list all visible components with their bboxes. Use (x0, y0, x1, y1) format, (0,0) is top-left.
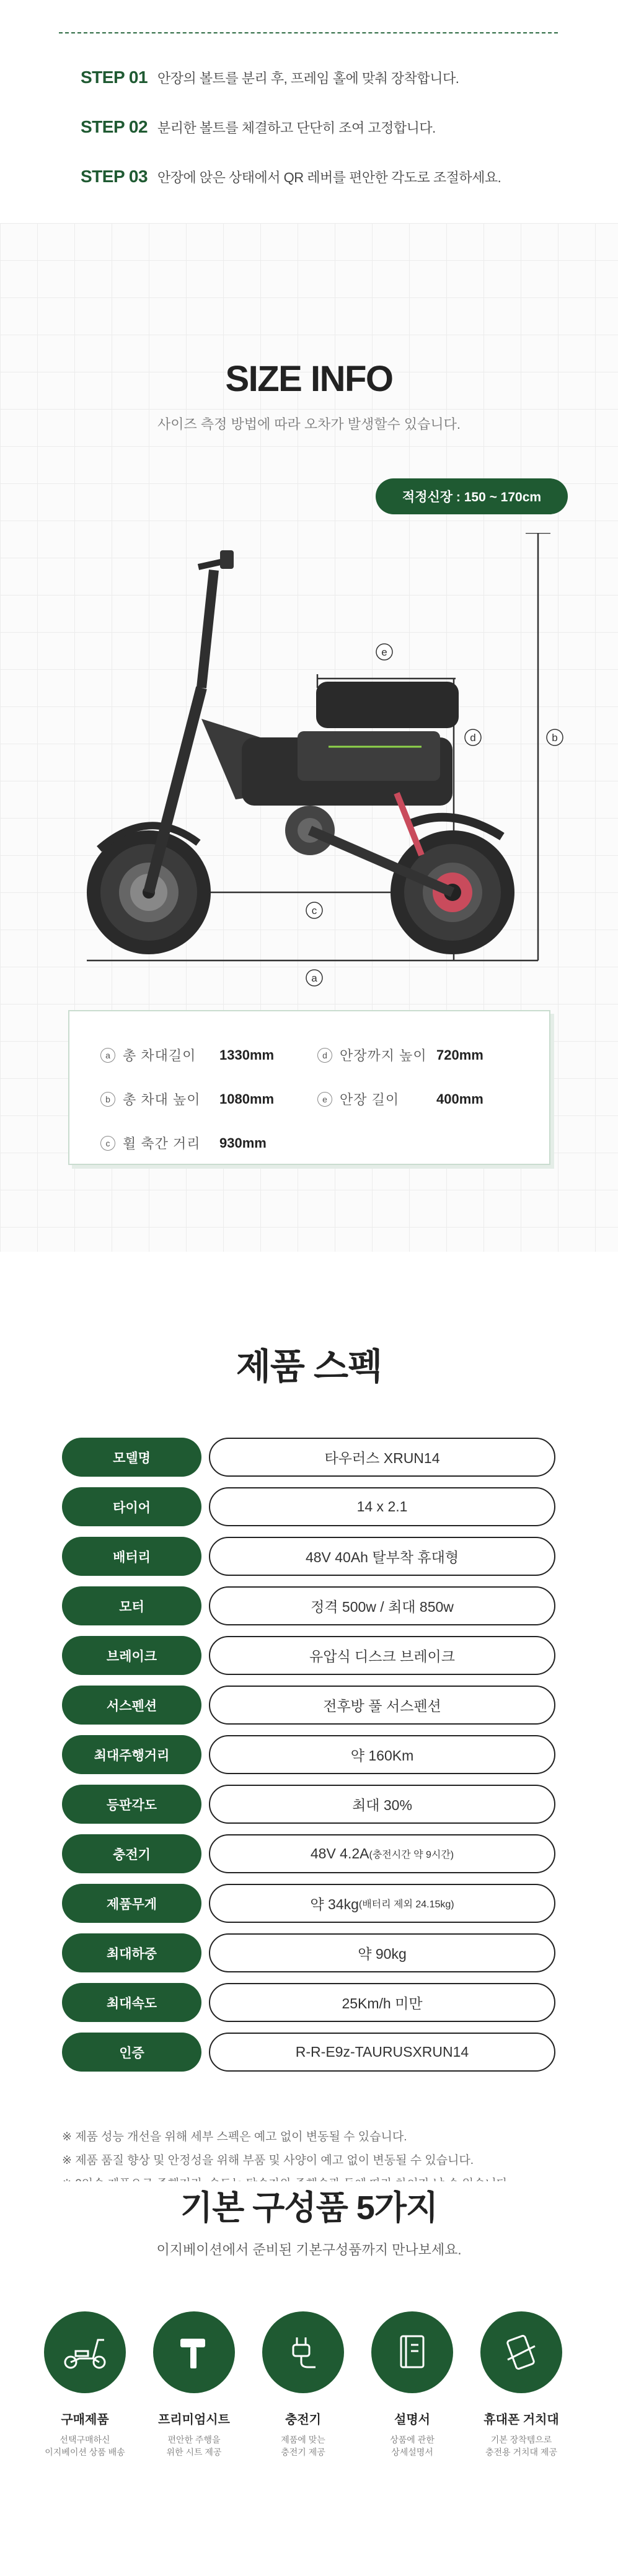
hammer-icon (153, 2311, 235, 2393)
spec-key: 타이어 (62, 1487, 201, 1526)
measurement-b (100, 1089, 275, 1109)
spec-value-note: (충전시간 약 9시간) (369, 1850, 454, 1860)
spec-value (209, 1933, 555, 1972)
spec-value-text: 약 34kg (310, 1896, 359, 1912)
component-name: 휴대폰 거치대 (483, 2413, 559, 2427)
spec-row (62, 1586, 555, 1625)
step-row (81, 164, 501, 189)
spec-value (209, 1735, 555, 1774)
charger-icon (262, 2311, 344, 2393)
spec-note: ※ 제품 품질 향상 및 안정성을 위해 부품 및 사양이 예고 없이 변동될 수 있습니다. (62, 2154, 474, 2167)
spec-value-text: 전후방 풀 서스펜션 (323, 1698, 441, 1714)
spec-value-text: 타우러스 XRUN14 (324, 1450, 440, 1466)
spec-row (62, 1686, 555, 1725)
phone-holder-icon (480, 2311, 562, 2393)
spec-value-text: 14 x 2.1 (356, 1498, 408, 1514)
component-desc: 기본 장착템으로 충전용 거치대 제공 (485, 2435, 557, 2457)
spec-key: 브레이크 (62, 1636, 201, 1675)
dashed-divider (59, 32, 558, 33)
component-desc: 선택구매하신 이지베이션 상품 배송 (45, 2435, 125, 2457)
spec-value-text: 25Km/h 미만 (342, 1995, 423, 2011)
spec-value (209, 1438, 555, 1477)
spec-row (62, 1487, 555, 1526)
spec-key: 등판각도 (62, 1785, 201, 1824)
measurement-label: 안장까지 높이 (340, 1048, 427, 1063)
manual-icon (371, 2311, 453, 2393)
marker-icon: d (317, 1048, 332, 1063)
spec-value-note: (배터리 제외 24.15kg) (358, 1899, 454, 1910)
spec-value (209, 1686, 555, 1725)
step-number: STEP 02 (81, 117, 148, 136)
component-item (32, 2311, 138, 2458)
scooter-icon (44, 2311, 126, 2393)
measurement-value: 1080mm (219, 1091, 275, 1107)
components-title: 기본 구성품 5가지 (180, 2189, 438, 2227)
spec-key: 모델명 (62, 1438, 201, 1477)
measurement-label: 휠 축간 거리 (123, 1136, 201, 1151)
component-item (141, 2311, 247, 2458)
component-name: 충전기 (285, 2413, 321, 2427)
spec-value (209, 1983, 555, 2022)
spec-key: 제품무게 (62, 1884, 201, 1923)
size-info-section (0, 223, 618, 1252)
component-item (250, 2311, 356, 2458)
marker-c: c (311, 905, 317, 917)
spec-value (209, 1636, 555, 1675)
measurement-c (100, 1133, 267, 1153)
recommended-height-badge: 적정신장 : 150 ~ 170cm (376, 478, 568, 514)
step-text: 안장에 앉은 상태에서 QR 레버를 편안한 각도로 조절하세요. (157, 169, 501, 185)
measurement-d (317, 1045, 483, 1065)
component-name: 프리미엄시트 (158, 2413, 230, 2427)
marker-icon: c (100, 1136, 115, 1151)
size-info-subtitle: 사이즈 측정 방법에 따라 오차가 발생할수 있습니다. (157, 416, 461, 432)
product-spec-section (0, 1252, 618, 2181)
marker-icon: e (317, 1092, 332, 1107)
spec-row (62, 1884, 555, 1923)
spec-row (62, 1636, 555, 1675)
components-subtitle: 이지베이션에서 준비된 기본구성품까지 만나보세요. (156, 2242, 462, 2257)
spec-value-text: R-R-E9z-TAURUSXRUN14 (295, 2044, 469, 2060)
spec-value (209, 1785, 555, 1824)
spec-key: 배터리 (62, 1537, 201, 1576)
measurement-value: 930mm (219, 1135, 267, 1151)
spec-value-text: 약 160Km (350, 1747, 414, 1764)
spec-row (62, 1834, 555, 1873)
spec-row (62, 1438, 555, 1477)
measurement-label: 총 차대길이 (123, 1048, 196, 1063)
step-number: STEP 03 (81, 167, 148, 186)
measurement-value: 400mm (436, 1091, 483, 1107)
spec-value-text: 약 90kg (358, 1946, 407, 1962)
spec-row (62, 1537, 555, 1576)
step-row (81, 65, 459, 90)
spec-value (209, 1537, 555, 1576)
measurement-value: 1330mm (219, 1047, 275, 1063)
marker-icon: b (100, 1092, 115, 1107)
spec-key: 최대속도 (62, 1983, 201, 2022)
install-steps (0, 0, 618, 223)
component-item (360, 2311, 465, 2458)
spec-value-text: 최대 30% (352, 1797, 412, 1813)
measurement-a (100, 1045, 275, 1065)
spec-key: 인증 (62, 2033, 201, 2072)
components-section (0, 2181, 618, 2576)
component-item (469, 2311, 574, 2458)
e-bike-illustration (87, 550, 514, 954)
component-desc: 제품에 맞는 충전기 제공 (281, 2435, 325, 2457)
measurement-label: 총 차대 높이 (123, 1092, 201, 1107)
spec-value (209, 1834, 555, 1873)
spec-row (62, 1735, 555, 1774)
product-spec-title: 제품 스펙 (236, 1347, 382, 1387)
step-text: 분리한 볼트를 체결하고 단단히 조여 고정합니다. (157, 120, 436, 136)
component-desc: 편안한 주행을 위한 시트 제공 (166, 2435, 222, 2457)
spec-value-text: 48V 4.2A (310, 1845, 369, 1862)
measurement-value: 720mm (436, 1047, 483, 1063)
bike-dimension-diagram (74, 533, 583, 991)
spec-value-text: 유압식 디스크 브레이크 (309, 1648, 455, 1664)
component-desc: 상품에 관한 상세설명서 (390, 2435, 435, 2457)
marker-a: a (311, 972, 317, 984)
spec-value (209, 1487, 555, 1526)
step-row (81, 115, 436, 139)
component-name: 구매제품 (61, 2413, 109, 2427)
step-number: STEP 01 (81, 68, 148, 87)
spec-key: 서스펜션 (62, 1686, 201, 1725)
marker-icon: a (100, 1048, 115, 1063)
spec-row (62, 1933, 555, 1972)
spec-key: 모터 (62, 1586, 201, 1625)
step-text: 안장의 볼트를 분리 후, 프레임 홀에 맞춰 장착합니다. (157, 70, 459, 86)
spec-key: 충전기 (62, 1834, 201, 1873)
size-info-title: SIZE INFO (225, 359, 393, 399)
spec-value (209, 2033, 555, 2072)
spec-value-text: 48V 40Ah 탈부착 휴대형 (305, 1549, 459, 1565)
spec-value (209, 1884, 555, 1923)
measurement-label: 안장 길이 (340, 1092, 400, 1107)
measurement-e (317, 1089, 483, 1109)
spec-row (62, 1785, 555, 1824)
spec-note: ※ 제품 성능 개선을 위해 세부 스펙은 예고 없이 변동될 수 있습니다. (62, 2130, 407, 2143)
marker-e: e (381, 646, 387, 658)
spec-row (62, 1983, 555, 2022)
spec-key: 최대하중 (62, 1933, 201, 1972)
spec-value-text: 정격 500w / 최대 850w (311, 1599, 454, 1615)
size-measurement-box (68, 1010, 550, 1165)
marker-d: d (470, 732, 476, 744)
spec-key: 최대주행거리 (62, 1735, 201, 1774)
spec-value (209, 1586, 555, 1625)
marker-b: b (552, 732, 558, 744)
spec-row (62, 2033, 555, 2072)
component-name: 설명서 (394, 2413, 430, 2427)
